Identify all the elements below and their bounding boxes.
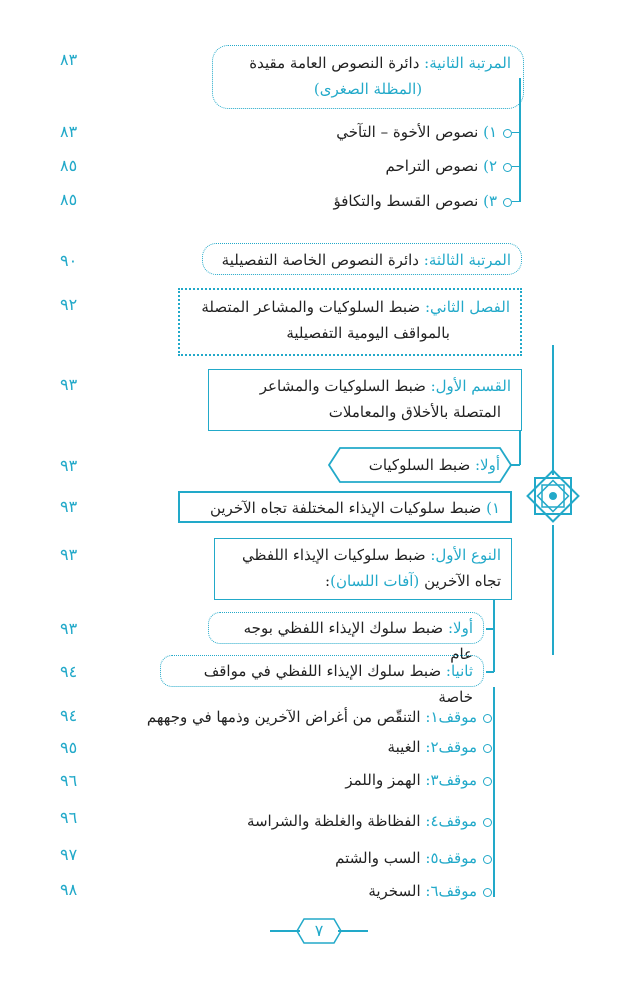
bullet-icon (503, 129, 512, 138)
connector-line (493, 687, 495, 897)
bullet-icon (483, 744, 492, 753)
connector-line (486, 628, 494, 630)
toc-item: موقف٣: الهمز واللمز (345, 767, 492, 793)
page-num: ٩٣ (60, 619, 78, 638)
footer-rule (338, 930, 368, 932)
bullet-icon (483, 888, 492, 897)
bullet-icon (483, 777, 492, 786)
page-num: ٨٣ (60, 50, 78, 69)
page-num: ٩٣ (60, 497, 78, 516)
toc-item: موقف٤: الفظاظة والغلظة والشراسة (247, 808, 492, 834)
page-num: ٩٤ (60, 706, 78, 725)
bullet-icon (483, 714, 492, 723)
page-num: ٩٠ (60, 251, 78, 270)
bullet-icon (503, 163, 512, 172)
level2-text: دائرة النصوص العامة مقيدة (249, 54, 420, 72)
page-num: ٩٦ (60, 771, 78, 790)
part1-box: القسم الأول: ضبط السلوكيات والمشاعر المتصلة بالأخلاق والمعاملات (208, 369, 522, 431)
sub1-box: أولا: ضبط سلوك الإيذاء اللفظي بوجه عام (208, 612, 484, 644)
side-rule (552, 525, 554, 655)
level2-subtitle: (المظلة الصغرى) (313, 80, 423, 98)
first-label: أولا: ضبط السلوكيات (368, 456, 500, 474)
connector-line (493, 600, 495, 672)
page-num: ٨٥ (60, 156, 78, 175)
toc-item: موقف٢: الغيبة (388, 734, 492, 760)
footer-page-number: ٧ (314, 921, 324, 940)
toc-item: موقف١: التنقّص من أغراض الآخرين وذمها في وجههم (147, 704, 492, 730)
bracket-line (519, 78, 521, 202)
page-num: ٩٧ (60, 845, 78, 864)
page-num: ٩٣ (60, 456, 78, 475)
side-rule (552, 345, 554, 475)
level2-box (212, 45, 524, 109)
bracket-line (512, 166, 520, 167)
page-num: ٩٢ (60, 295, 78, 314)
sub2-box: ثانيا: ضبط سلوك الإيذاء اللفظي في مواقف خاصة (160, 655, 484, 687)
connector-line (486, 671, 494, 673)
toc-item: ١) نصوص الأخوة – التآخي (336, 119, 512, 145)
toc-item: ٣) نصوص القسط والتكافؤ (333, 188, 512, 214)
page-num: ٩٦ (60, 808, 78, 827)
page-num: ٩٥ (60, 738, 78, 757)
page-num: ٩٨ (60, 880, 78, 899)
toc-item: موقف٥: السب والشتم (335, 845, 492, 871)
level2-label: المرتبة الثانية: (424, 54, 511, 72)
page-num: ٨٥ (60, 190, 78, 209)
page-num: ٨٣ (60, 122, 78, 141)
toc-item: ٢) نصوص التراحم (385, 153, 512, 179)
toc-item: موقف٦: السخرية (368, 878, 492, 904)
page-num: ٩٣ (60, 545, 78, 564)
type1-box: النوع الأول: ضبط سلوكيات الإيذاء اللفظي تجاه الآخرين (آفات اللسان): (214, 538, 512, 600)
bracket-line (512, 132, 520, 133)
page-num: ٩٣ (60, 375, 78, 394)
level3-box: المرتبة الثالثة: دائرة النصوص الخاصة التفصيلية (202, 243, 522, 275)
connector-line (519, 431, 521, 465)
star-ornament-icon (523, 466, 583, 526)
bullet-icon (483, 855, 492, 864)
chapter2-box: الفصل الثاني: ضبط السلوكيات والمشاعر المتصلة بالمواقف اليومية التفصيلية (178, 288, 522, 356)
bullet-icon (503, 198, 512, 207)
bullet-icon (483, 818, 492, 827)
bracket-line (512, 201, 520, 202)
harm-box: ١) ضبط سلوكيات الإيذاء المختلفة تجاه الآخرين (178, 491, 512, 523)
page-num: ٩٤ (60, 662, 78, 681)
